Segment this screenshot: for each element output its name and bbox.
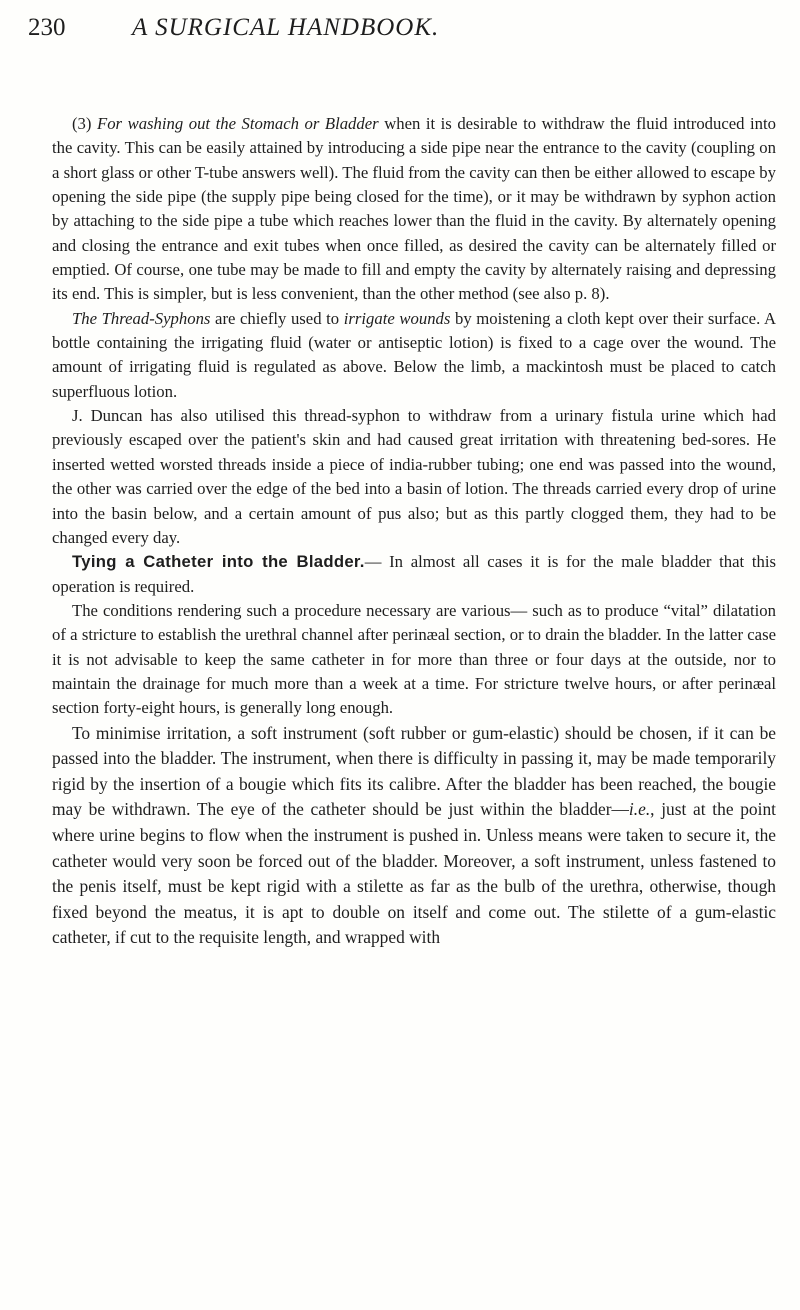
section-title-thread-syphons: The Thread-Syphons [72, 308, 211, 328]
body-text [52, 112, 776, 951]
paragraph-text: To minimise irritation, a soft instrument (soft rubber or gum-elastic) should be chosen, if it can be passed into the bladder. The instrument, when there is difficulty in passing it, may be made temporarily rigid by the insertion of a bougie which fits its calibre. After the bladder has been reached, the bougie may be withdrawn. The eye of the catheter should be just within the bladder— [52, 722, 776, 820]
paragraph-text: are chiefly used to [210, 308, 344, 328]
emphasis-ie: i.e. [628, 799, 651, 820]
paragraph-tying-catheter [52, 550, 776, 599]
running-title: A SURGICAL HANDBOOK. [132, 14, 440, 41]
paragraph-text: , just at the point where urine begins to flow when the instrument is pushed in. Unless means were taken to secure it, the catheter would very soon be forced out of the bladder. Moreover, a soft instrument, unless fastened to the penis itself, must be kept rigid with a stilette as far as the bulb of the urethra, otherwise, though fixed beyond the meatus, it is apt to double on itself and come out. The stilette of a gum-elastic catheter, if cut to the requisite length, and wrapped with [52, 799, 776, 948]
paragraph-text: by moistening a cloth kept over their surface. A bottle containing the irrigating fluid (water or antiseptic lotion) is fixed to a cage over the wound. The amount of irrigating fluid is regulated as above. Below the limb, a mackintosh must be placed to catch superfluous lotion. [52, 308, 776, 401]
emphasis-irrigate: irrigate wounds [343, 308, 451, 328]
paragraph-text: — In almost all cases it is for the male bladder that this operation is required. [52, 552, 776, 596]
paragraph-text: when it is desirable to withdraw the fluid introduced into the cavity. This can be easily attained by introducing a side pipe near the entrance to the cavity (coupling on a short glass or other T-tube answers well). The fluid from the cavity can then be either allowed to escape by opening the side pipe (the supply pipe being closed for the time), or it may be withdrawn by syphon action by attaching to the side pipe a tube which reaches lower than the fluid in the cavity. By alternately opening and closing the entrance and exit tubes when once filled, as desired the cavity can be alternately filled or emptied. Of course, one tube may be made to fill and empty the cavity by alternately raising and depressing its end. This is simpler, but is less convenient, than the other method (see also p. 8). [52, 114, 776, 304]
item-number: (3) [72, 114, 97, 133]
paragraph-washing-out [52, 112, 776, 307]
running-header [28, 8, 788, 48]
paragraph-minimise-irritation [52, 721, 776, 951]
section-title-washing: For washing out the Stomach or Bladder [97, 114, 379, 133]
paragraph-text: J. Duncan has also utilised this thread-syphon to withdraw from a urinary fistula urine which had previously escaped over the patient's skin and had caused great irritation with threatening bed-sores. He inserted wetted worsted threads inside a piece of india-rubber tubing; one end was passed into the wound, the other was carried over the edge of the bed into a basin of lotion. The threads carried every drop of urine into the basin below, and a certain amount of pus also; but as this partly clogged them, they had to be changed every day. [52, 406, 776, 547]
paragraph-thread-syphons [52, 307, 776, 404]
paragraph-duncan [52, 404, 776, 550]
section-heading-tying-catheter: Tying a Catheter into the Bladder. [72, 552, 365, 572]
paragraph-text: The conditions rendering such a procedure necessary are various— such as to produce “vital” dilatation of a stricture to establish the urethral channel after perinæal section, or to drain the bladder. In the latter case it is not advisable to keep the same catheter in for more than three or four days at the outside, nor to maintain the drainage for much more than a week at a time. For stricture twelve hours, or after perinæal section forty-eight hours, is generally long enough. [52, 600, 776, 718]
paragraph-conditions [52, 599, 776, 721]
page-number: 230 [28, 14, 66, 41]
